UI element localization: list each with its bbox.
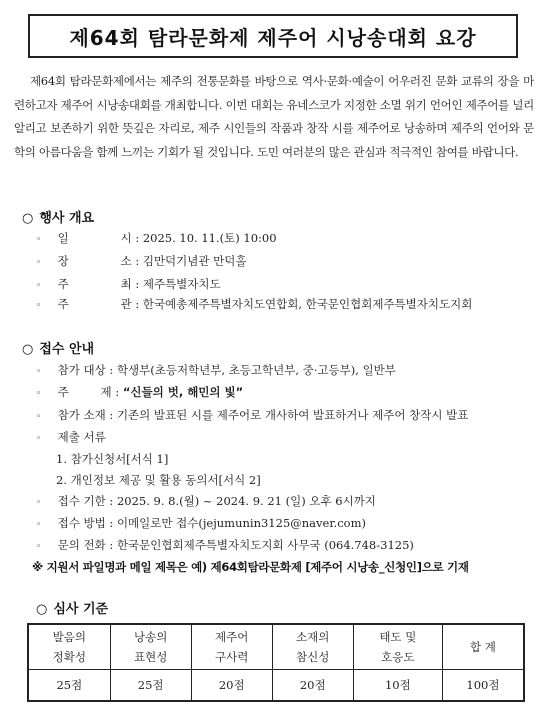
criteria-header-cell: 소재의 참신성 bbox=[272, 624, 353, 670]
criteria-heading: ○ 심사 기준 bbox=[36, 602, 109, 617]
reception-row-material: ◦ 참가 소재 : 기존의 발표된 시를 제주어로 개사하여 발표하거나 제주어 창작시 발표 bbox=[36, 408, 469, 422]
bullet-icon: ◦ bbox=[36, 301, 42, 311]
criteria-header-cell: 발음의 정확성 bbox=[28, 624, 110, 670]
docs-item-1: 1. 참가신청서[서식 1] bbox=[56, 452, 169, 466]
reception-row-method: ◦ 접수 방법 : 이메일로만 접수(jejumunin3125@naver.com) bbox=[36, 516, 366, 530]
criteria-header-row bbox=[28, 624, 524, 670]
criteria-score-cell: 25점 bbox=[28, 670, 110, 702]
bullet-icon: ◦ bbox=[36, 281, 42, 291]
reception-row-period: ◦ 접수 기한 : 2025. 9. 8.(월) ~ 2024. 9. 21 (일) 오후 6시까지 bbox=[36, 494, 376, 508]
bullet-icon: ◦ bbox=[36, 520, 42, 530]
reception-row-docs: ◦ 제출 서류 bbox=[36, 430, 106, 444]
criteria-score-cell: 10점 bbox=[353, 670, 442, 702]
criteria-score-row bbox=[28, 670, 524, 702]
circle-bullet-icon: ○ bbox=[36, 602, 48, 617]
reception-row-theme: ◦ 주 제 : “신들의 벗, 해민의 빛” bbox=[36, 385, 244, 399]
docs-item-2: 2. 개인정보 제공 및 활용 동의서[서식 2] bbox=[56, 473, 261, 487]
bullet-icon: ◦ bbox=[36, 542, 42, 552]
bullet-icon: ◦ bbox=[36, 367, 42, 377]
criteria-header-cell: 합 계 bbox=[442, 624, 524, 670]
bullet-icon: ◦ bbox=[36, 434, 42, 444]
bullet-icon: ◦ bbox=[36, 258, 42, 268]
filename-notice: ※ 지원서 파일명과 메일 제목은 예) 제64회탐라문화제 [제주어 시낭송_신청인]으로 기재 bbox=[32, 560, 469, 574]
intro-paragraph: 제64회 탐라문화제에서는 제주의 전통문화를 바탕으로 역사·문화·예술이 어우러진 문화 교류의 장을 마련하고자 제주어 시낭송대회를 개최합니다. 이번 대회는 유네스코가 지정한 소멸 위기 언어인 제주어를 널리 알리고 보존하기 위한 뜻깊은 자리로, 제주 시인들의 작품과 창작 시를 제주어로 낭송하며 제주의 언어와 문학의 아름다움을 함께 느끼는 기회가 될 것입니다. 도민 여러분의 많은 관심과 적극적인 참여를 바랍니다. bbox=[14, 74, 534, 159]
bullet-icon: ◦ bbox=[36, 412, 42, 422]
criteria-score-cell: 25점 bbox=[110, 670, 191, 702]
circle-bullet-icon: ○ bbox=[22, 342, 34, 357]
bullet-icon: ◦ bbox=[36, 498, 42, 508]
criteria-table bbox=[27, 623, 525, 702]
bullet-icon: ◦ bbox=[36, 389, 42, 399]
overview-row-organizer: ◦ 주 관 : 한국예총제주특별자치도연합회, 한국문인협회제주특별자치도지회 bbox=[36, 297, 473, 311]
overview-row-date: ◦ 일 시 : 2025. 10. 11.(토) 10:00 bbox=[36, 231, 277, 245]
criteria-header-cell: 제주어 구사력 bbox=[191, 624, 272, 670]
reception-row-contact: ◦ 문의 전화 : 한국문인협회제주특별자치도지회 사무국 (064.748-3125) bbox=[36, 538, 414, 552]
criteria-score-cell: 100점 bbox=[442, 670, 524, 702]
criteria-header-cell: 낭송의 표현성 bbox=[110, 624, 191, 670]
overview-row-host: ◦ 주 최 : 제주특별자치도 bbox=[36, 277, 221, 291]
overview-row-place: ◦ 장 소 : 김만덕기념관 만덕홀 bbox=[36, 254, 247, 268]
page-title: 제64회 탐라문화제 제주어 시낭송대회 요강 bbox=[69, 25, 477, 50]
circle-bullet-icon: ○ bbox=[22, 211, 34, 226]
overview-heading: ○ 행사 개요 bbox=[22, 211, 95, 226]
bullet-icon: ◦ bbox=[36, 235, 42, 245]
title-box bbox=[28, 14, 518, 58]
criteria-score-cell: 20점 bbox=[191, 670, 272, 702]
criteria-score-cell: 20점 bbox=[272, 670, 353, 702]
reception-heading: ○ 접수 안내 bbox=[22, 342, 95, 357]
reception-row-target: ◦ 참가 대상 : 학생부(초등저학년부, 초등고학년부, 중·고등부), 일반부 bbox=[36, 363, 396, 377]
criteria-header-cell: 태도 및 호응도 bbox=[353, 624, 442, 670]
